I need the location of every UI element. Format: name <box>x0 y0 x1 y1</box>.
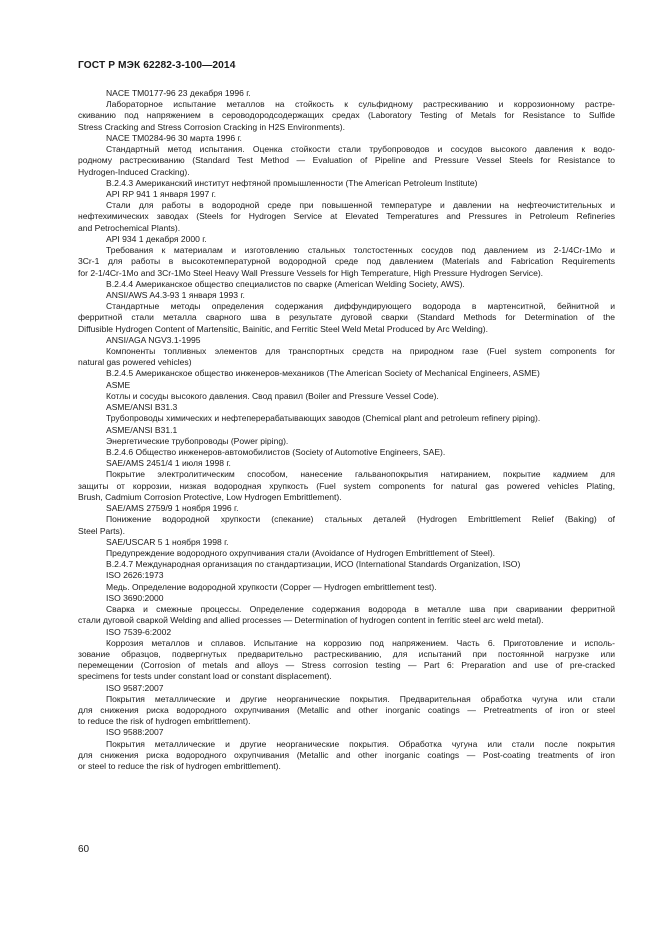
text-line: защиты от коррозии, низкая водородная хрупкость (Fuel system components for natural gas powered vehicles Plating, <box>78 480 615 491</box>
paragraph <box>78 391 615 402</box>
text-line: Требования к материалам и изготовлению стальных толстостенных сосудов под давлением из 2-1/4Cr-1Mo и <box>106 245 615 256</box>
text-line: Brush, Cadmium Corrosion Protective, Low Hydrogen Embrittlement). <box>78 491 342 502</box>
text-line: Stress Cracking and Stress Corrosion Cracking in H2S Environments). <box>78 121 345 132</box>
text-line: ISO 3690:2000 <box>106 592 164 603</box>
text-line: Стандартный метод испытания. Оценка стойкости стали трубопроводов и сосудов высокого давления к водо- <box>106 144 615 155</box>
text-line: API 934 1 декабря 2000 г. <box>106 233 207 244</box>
text-line: ISO 9587:2007 <box>106 682 164 693</box>
text-line: SAE/AMS 2759/9 1 ноября 1996 г. <box>106 503 239 514</box>
paragraph <box>78 413 615 424</box>
paragraph <box>78 436 615 447</box>
text-line: ANSI/AGA NGV3.1-1995 <box>106 334 201 345</box>
text-line: API RP 941 1 января 1997 г. <box>106 188 217 199</box>
page-number: 60 <box>78 844 90 855</box>
text-line: for 2-1/4Cr-1Mo and 3Cr-1Mo Steel Heavy Wall Pressure Vessels for High Temperature, High Pressure Hydrogen Service). <box>78 267 544 278</box>
text-line: Лабораторное испытание металлов на стойкость к сульфидному растрескиванию и коррозионному растре- <box>106 99 615 110</box>
text-line: Коррозия металлов и сплавов. Испытание на коррозию под напряжением. Часть 6. Приготовление и исполь- <box>106 637 615 648</box>
paragraph <box>78 739 615 773</box>
text-line: and Petrochemical Plants). <box>78 222 181 233</box>
text-line: B.2.4.3 Американский институт нефтяной промышленности (The American Petroleum Institute) <box>106 177 478 188</box>
text-line: ASME <box>106 379 131 390</box>
text-line: Покрытия металлические и другие неорганические покрытия. Предварительная обработка чугуна или стали <box>106 693 615 704</box>
text-line: NACE TM0284-96 30 марта 1996 г. <box>106 132 242 143</box>
paragraph <box>78 582 615 593</box>
text-line: Сварка и смежные процессы. Определение содержания водорода в металле шва при сваривании ферритной <box>106 604 615 615</box>
text-line: Diffusible Hydrogen Content of Martensitic, Bainitic, and Ferritic Steel Weld Metal Produced by Arc Welding). <box>78 323 488 334</box>
paragraph <box>78 559 615 570</box>
paragraph <box>78 99 615 133</box>
text-line: ISO 7539-6:2002 <box>106 626 172 637</box>
text-line: ANSI/AWS A4.3-93 1 января 1993 г. <box>106 289 245 300</box>
paragraph <box>78 279 615 290</box>
paragraph <box>78 537 615 548</box>
text-line: B.2.4.4 Американское общество специалистов по сварке (American Welding Society, AWS). <box>106 278 465 289</box>
text-line: родному растрескиванию (Standard Test Method — Evaluation of Pipeline and Pressure Vessel Steels for Resistance to <box>78 155 615 166</box>
text-line: Энергетические трубопроводы (Power piping). <box>106 435 289 446</box>
paragraph <box>78 178 615 189</box>
text-line: specimens for tests under constant load or constant displacement). <box>78 671 332 682</box>
paragraph <box>78 604 615 626</box>
text-line: natural gas powered vehicles) <box>78 357 192 368</box>
text-line: Покрытие электролитическим способом, нанесение гальванопокрытия натиранием, покрытие кадмием для <box>106 469 615 480</box>
text-line: Hydrogen-Induced Cracking). <box>78 166 190 177</box>
paragraph <box>78 144 615 178</box>
document-body <box>78 88 615 772</box>
text-line: or steel to reduce the risk of hydrogen embrittlement). <box>78 761 281 772</box>
text-line: Стандартные методы определения содержания диффундирующего водорода в мартенситной, бейнитной и <box>106 301 615 312</box>
text-line: ISO 9588:2007 <box>106 727 164 738</box>
text-line: нефтехимических заводах (Steels for Hydrogen Service at Elevated Temperatures and Pressures in Petroleum Refineries <box>78 211 615 222</box>
text-line: Компоненты топливных элементов для транспортных средств на природном газе (Fuel system components for <box>106 346 615 357</box>
text-line: ASME/ANSI B31.1 <box>106 424 178 435</box>
text-line: стали дуговой сваркой Welding and allied processes — Determination of hydrogen content in ferritic steel arc weld metal). <box>78 615 544 626</box>
paragraph <box>78 346 615 368</box>
paragraph <box>78 425 615 436</box>
text-line: B.2.4.5 Американское общество инженеров-механиков (The American Society of Mechanical Engineers, ASME) <box>106 368 540 379</box>
paragraph <box>78 503 615 514</box>
paragraph <box>78 234 615 245</box>
text-line: ISO 2626:1973 <box>106 570 164 581</box>
text-line: скиванию под напряжением в сероводородсодержащих средах (Laboratory Testing of Metals for Resistance to Sulfide <box>78 110 615 121</box>
paragraph <box>78 683 615 694</box>
text-line: зование образцов, подвергнутых предварительно растрескиванию, для испытаний при постоянной нагрузке или <box>78 648 615 659</box>
text-line: Котлы и сосуды высокого давления. Свод правил (Boiler and Pressure Vessel Code). <box>106 390 439 401</box>
paragraph <box>78 301 615 335</box>
paragraph <box>78 290 615 301</box>
text-line: Трубопроводы химических и нефтеперерабатывающих заводов (Chemical plant and petroleum refinery piping). <box>106 413 541 424</box>
paragraph <box>78 694 615 728</box>
paragraph <box>78 458 615 469</box>
document-header: ГОСТ Р МЭК 62282-3-100—2014 <box>78 60 236 71</box>
paragraph <box>78 380 615 391</box>
text-line: SAE/AMS 2451/4 1 июля 1998 г. <box>106 458 231 469</box>
text-line: Понижение водородной хрупкости (спекание) стальных деталей (Hydrogen Embrittlement Relief (Baking) of <box>106 514 615 525</box>
text-line: to reduce the risk of hydrogen embrittlement). <box>78 716 251 727</box>
paragraph <box>78 638 615 683</box>
paragraph <box>78 189 615 200</box>
text-line: SAE/USCAR 5 1 ноября 1998 г. <box>106 536 229 547</box>
text-line: Стали для работы в водородной среде при повышенной температуре и давлении на нефтеочистительных и <box>106 200 615 211</box>
paragraph <box>78 200 615 234</box>
text-line: NACE TM0177-96 23 декабря 1996 г. <box>106 88 251 98</box>
text-line: Покрытия металлические и другие неорганические покрытия. Обработка чугуна или стали после покрытия <box>106 738 615 749</box>
paragraph <box>78 570 615 581</box>
text-line: ASME/ANSI B31.3 <box>106 402 178 413</box>
paragraph <box>78 133 615 144</box>
text-line: для снижения риска водородного охрупчивания (Metallic and other inorganic coatings — Pretreatments of iron or steel <box>78 705 615 716</box>
paragraph <box>78 88 615 99</box>
paragraph <box>78 514 615 536</box>
paragraph <box>78 447 615 458</box>
text-line: перемещении (Corrosion of metals and alloys — Stress corrosion testing — Part 6: Preparation and use of pre-cracked <box>78 660 615 671</box>
paragraph <box>78 627 615 638</box>
paragraph <box>78 335 615 346</box>
text-line: Медь. Определение водородной хрупкости (Copper — Hydrogen embrittlement test). <box>106 581 437 592</box>
paragraph <box>78 469 615 503</box>
text-line: для снижения риска водородного охрупчивания (Metallic and other inorganic coatings — Post-coating treatments of iron <box>78 749 615 760</box>
paragraph <box>78 727 615 738</box>
text-line: Предупреждение водородного охрупчивания стали (Avoidance of Hydrogen Embrittlement of Steel). <box>106 547 496 558</box>
paragraph <box>78 402 615 413</box>
paragraph <box>78 548 615 559</box>
text-line: ферритной стали металла сварного шва в результате дуговой сварки (Standard Methods for Determination of the <box>78 312 615 323</box>
paragraph <box>78 368 615 379</box>
text-line: 3Cr-1 для работы в высокотемпературной водородной среде под давлением (Materials and Fabrication Requirements <box>78 256 615 267</box>
text-line: B.2.4.6 Общество инженеров-автомобилистов (Society of Automotive Engineers, SAE). <box>106 447 446 457</box>
paragraph <box>78 593 615 604</box>
text-line: B.2.4.7 Международная организация по стандартизации, ИСО (International Standards Organization, ISO) <box>106 559 521 570</box>
paragraph <box>78 245 615 279</box>
text-line: Steel Parts). <box>78 525 126 536</box>
